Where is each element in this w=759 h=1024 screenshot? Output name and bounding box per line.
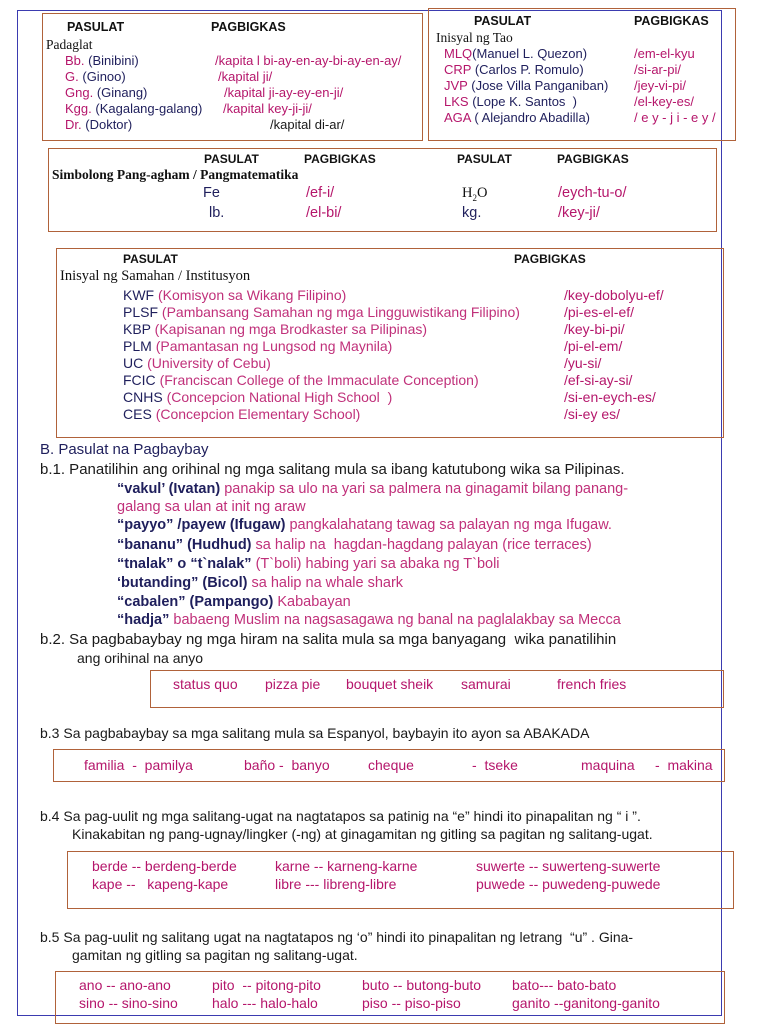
b1-example: “tnalak” o “t`nalak” (T`boli) habing yari sa abaka ng T`boli — [117, 556, 500, 572]
symbol: kg. — [462, 205, 482, 221]
col-header-pagbigkas: PAGBIGKAS — [514, 252, 586, 266]
b1-example: “bananu” (Hudhud) sa halip na hagdan-hagdang palayan (rice terraces) — [117, 537, 592, 553]
pronunciation: /pi-es-el-ef/ — [564, 304, 635, 320]
example-word: french fries — [557, 676, 627, 692]
pronunciation: /kapital di-ar/ — [270, 117, 345, 132]
b4-rule-cont: Kinakabitan ng pang-ugnay/lingker (-ng) at ginagamitan ng gitling sa pagitan ng salitang-ugat. — [72, 826, 653, 842]
pronunciation: /key-bi-pi/ — [564, 321, 625, 337]
b1-example-cont: galang sa ulan at init ng araw — [117, 499, 306, 515]
b5-rule: b.5 Sa pag-uulit ng salitang ugat na nagtatapos ng ‘o” hindi ito pinapalitan ng letrang “u” . Gina- — [40, 929, 634, 945]
b4-examples-box — [67, 851, 734, 909]
pronunciation: /yu-si/ — [564, 355, 602, 371]
pronunciation: /el-bi/ — [306, 205, 342, 221]
symbol: Fe — [203, 185, 220, 201]
example-word: baño - banyo — [244, 757, 330, 773]
list-item: PLSF (Pambansang Samahan ng mga Lingguwistikang Filipino) — [123, 304, 520, 320]
list-item: FCIC (Franciscan College of the Immaculate Conception) — [123, 372, 479, 388]
list-item: CES (Concepcion Elementary School) — [123, 406, 361, 422]
example-word: berde -- berdeng-berde — [92, 858, 237, 874]
pronunciation: /kapital key-ji-ji/ — [223, 101, 312, 116]
list-item: JVP (Jose Villa Panganiban) — [444, 78, 609, 93]
pronunciation: /kapita l bi-ay-en-ay-bi-ay-en-ay/ — [215, 53, 402, 68]
example-word: bato--- bato-bato — [512, 977, 617, 993]
b2-examples-box — [150, 670, 724, 708]
col-header-pasulat: PASULAT — [123, 252, 178, 266]
pronunciation: /kapital ji/ — [218, 69, 273, 84]
category-label: Inisyal ng Tao — [436, 30, 513, 45]
symbol: $H_2O$ — [462, 185, 488, 203]
b2-rule: b.2. Sa pagbabaybay ng mga hiram na salita mula sa mga banyagang wika panatilihin — [40, 631, 617, 648]
list-item: CRP (Carlos P. Romulo) — [444, 62, 584, 77]
col-header-pagbigkas: PAGBIGKAS — [211, 20, 286, 34]
col-header-pasulat: PASULAT — [474, 14, 532, 28]
b1-example: “cabalen” (Pampango) Kababayan — [117, 594, 351, 610]
category-label: Simbolong Pang-agham / Pangmatematika — [52, 167, 299, 182]
col-header-pagbigkas-2: PAGBIGKAS — [557, 152, 629, 166]
col-header-pasulat: PASULAT — [67, 20, 125, 34]
list-item: PLM (Pamantasan ng Lungsod ng Maynila) — [123, 338, 393, 354]
symbol: lb. — [209, 205, 225, 221]
pronunciation: /ef-i/ — [306, 185, 335, 201]
example-word: maquina — [581, 757, 635, 773]
inisyal-tao-box — [428, 8, 736, 141]
example-word: ano -- ano-ano — [79, 977, 171, 993]
col-header-pasulat-1: PASULAT — [204, 152, 259, 166]
col-header-pagbigkas: PAGBIGKAS — [634, 14, 709, 28]
b3-rule: b.3 Sa pagbabaybay sa mga salitang mula sa Espanyol, baybayin ito ayon sa ABAKADA — [40, 725, 590, 741]
example-word: suwerte -- suwerteng-suwerte — [476, 858, 661, 874]
list-item: KWF (Komisyon sa Wikang Filipino) — [123, 287, 347, 303]
list-item: Bb. (Binibini) — [65, 53, 139, 68]
pronunciation: /jey-vi-pi/ — [634, 78, 687, 93]
pronunciation: /pi-el-em/ — [564, 338, 623, 354]
list-item: Dr. (Doktor) — [65, 117, 133, 132]
pronunciation: /key-dobolyu-ef/ — [564, 287, 664, 303]
example-word: piso -- piso-piso — [362, 995, 461, 1011]
col-header-pasulat-2: PASULAT — [457, 152, 512, 166]
b4-rule: b.4 Sa pag-uulit ng mga salitang-ugat na nagtatapos sa patinig na “e” hindi ito pinapalitan ng “ i ”. — [40, 808, 641, 824]
pronunciation: /el-key-es/ — [634, 94, 694, 109]
samahan-box — [56, 248, 724, 438]
b5-rule-cont: gamitan ng gitling sa pagitan ng salitang-ugat. — [72, 947, 358, 963]
example-word: status quo — [173, 676, 238, 692]
b1-example: “vakul’ (Ivatan) panakip sa ulo na yari sa palmera na ginagamit bilang panang- — [117, 481, 629, 497]
example-word: ganito --ganitong-ganito — [512, 995, 660, 1011]
example-word: halo --- halo-halo — [212, 995, 318, 1011]
col-header-pagbigkas-1: PAGBIGKAS — [304, 152, 376, 166]
example-word: pizza pie — [265, 676, 321, 692]
example-word: bouquet sheik — [346, 676, 434, 692]
pronunciation: /kapital ji-ay-ey-en-ji/ — [224, 85, 344, 100]
example-word: cheque — [368, 757, 414, 773]
example-word: puwede -- puwedeng-puwede — [476, 876, 661, 892]
example-word: buto -- butong-buto — [362, 977, 482, 993]
example-word: familia - pamilya — [84, 757, 193, 773]
list-item: UC (University of Cebu) — [123, 355, 271, 371]
category-label: Inisyal ng Samahan / Institusyon — [60, 268, 251, 284]
b1-rule: b.1. Panatilihin ang orihinal ng mga salitang mula sa ibang katutubong wika sa Pilipinas. — [40, 461, 625, 478]
pronunciation: / e y - j i - e y / — [634, 110, 716, 125]
b5-examples-box — [55, 971, 725, 1024]
example-word: karne -- karneng-karne — [275, 858, 418, 874]
pronunciation: /eych-tu-o/ — [558, 185, 627, 201]
simbolo-box — [48, 148, 717, 232]
pronunciation: /key-ji/ — [558, 205, 600, 221]
example-word: - makina — [655, 757, 713, 773]
pronunciation: /si-ey es/ — [564, 406, 621, 422]
example-word: kape -- kapeng-kape — [92, 876, 229, 892]
b3-examples-box — [53, 749, 725, 782]
b2-rule-cont: ang orihinal na anyo — [77, 650, 204, 666]
example-word: libre --- libreng-libre — [275, 876, 397, 892]
list-item: MLQ(Manuel L. Quezon) — [444, 46, 588, 61]
list-item: AGA ( Alejandro Abadilla) — [444, 110, 591, 125]
list-item: LKS (Lope K. Santos ) — [444, 94, 577, 109]
list-item: KBP (Kapisanan ng mga Brodkaster sa Pilipinas) — [123, 321, 428, 337]
example-word: sino -- sino-sino — [79, 995, 178, 1011]
example-word: samurai — [461, 676, 511, 692]
list-item: CNHS (Concepcion National High School ) — [123, 389, 393, 405]
pronunciation: /si-en-eych-es/ — [564, 389, 656, 405]
list-item: G. (Ginoo) — [65, 69, 126, 84]
pronunciation: /si-ar-pi/ — [634, 62, 681, 77]
list-item: Kgg. (Kagalang-galang) — [65, 101, 203, 116]
b1-example: ‘butanding” (Bicol) sa halip na whale shark — [117, 575, 404, 591]
list-item: Gng. (Ginang) — [65, 85, 148, 100]
section-b-title: B. Pasulat na Pagbaybay — [40, 441, 209, 458]
pronunciation: /ef-si-ay-si/ — [564, 372, 633, 388]
pronunciation: /em-el-kyu — [634, 46, 695, 61]
b1-example: “payyo” /payew (Ifugaw) pangkalahatang tawag sa palayan ng mga Ifugaw. — [117, 517, 612, 533]
padaglat-box — [42, 13, 423, 141]
example-word: - tseke — [472, 757, 518, 773]
category-label: Padaglat — [46, 37, 93, 52]
b1-example: “hadja” babaeng Muslim na nagsasagawa ng banal na paglalakbay sa Mecca — [117, 612, 621, 628]
example-word: pito -- pitong-pito — [212, 977, 321, 993]
